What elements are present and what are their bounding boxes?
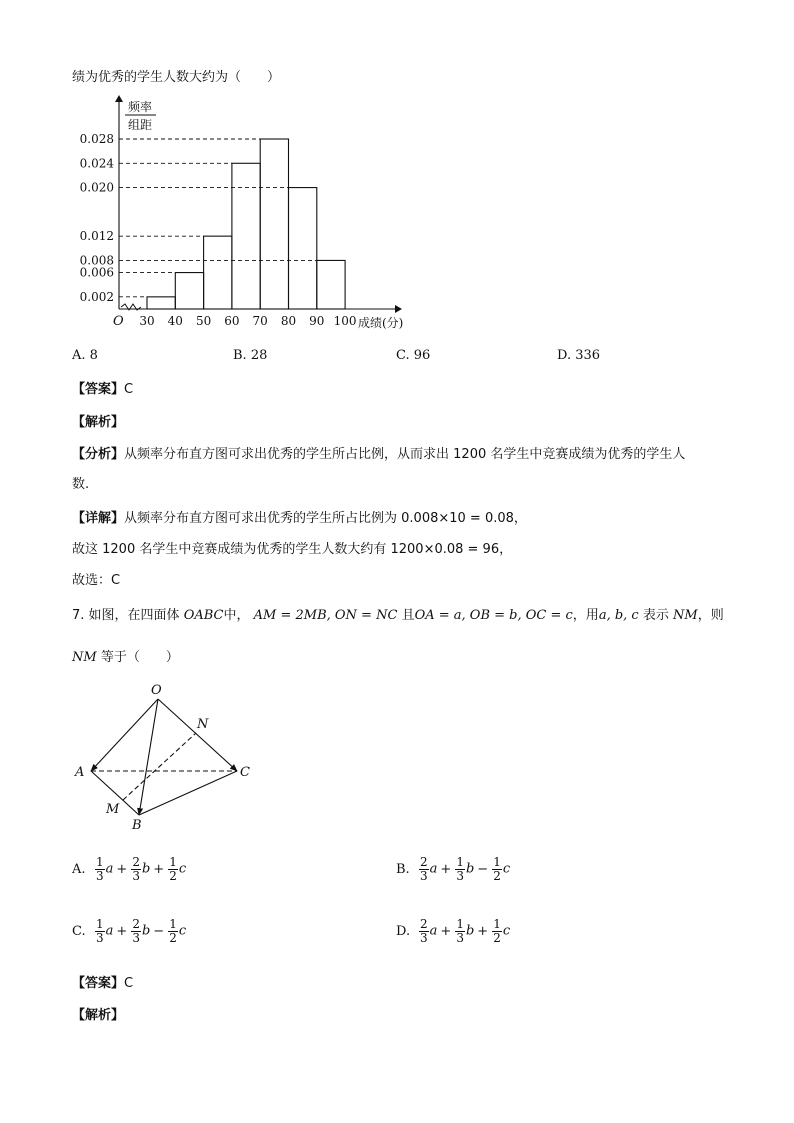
vector: a [429,923,438,939]
q7-option-d [396,918,510,944]
q7-biaoshi: 表示 [642,608,669,623]
option-letter: A. [72,861,86,877]
fraction: $\frac{1}{2}$ [169,855,177,883]
x-tick-label: 30 [139,314,155,328]
q6-analysis-label: 【解析】 [72,415,125,430]
fenxi-text: 从频率分布直方图可求出优秀的学生所占比例，从而求出 1200 名学生中竞赛成绩为优秀的学生人 [124,447,686,462]
q7-number: 7. 如图，在四面体 [72,608,180,623]
operator: + [116,923,128,939]
q7-analysis-label: 【解析】 [72,1008,125,1023]
q6-xiangjie [72,507,527,526]
x-tick-label: 100 [333,314,357,328]
label-c: C [240,765,250,780]
fraction: $\frac{2}{3}$ [132,855,140,883]
fraction: $\frac{2}{3}$ [132,917,140,945]
xiangjie-label: 【详解】 [72,511,125,526]
q7-answer [72,972,133,991]
q6-fenxi-line1 [72,443,685,462]
xiangjie-text: 从频率分布直方图可求出优秀的学生所占比例为 0.008×10 = 0.08， [124,511,527,526]
q7-nm: NM [673,608,698,623]
q6-option-d: D. 336 [557,348,601,363]
edge-bc [139,771,237,815]
y-tick-label: 0.012 [79,229,114,244]
q7-option-b [396,856,510,882]
y-tick-label: 0.020 [79,180,114,195]
fraction: $\frac{2}{3}$ [420,855,428,883]
x-axis-arrow [395,305,402,313]
histogram-bar [317,260,345,309]
vector: a [105,861,114,877]
operator: + [440,923,452,939]
q7-tetrahedron: OABC [183,608,224,623]
histogram-bar [260,139,288,309]
vector: b [465,861,475,877]
x-tick-label: 70 [252,314,268,328]
operator: + [477,923,489,939]
y-tick-label: 0.006 [79,265,114,280]
operator: − [477,861,489,877]
q6-option-b: B. 28 [233,348,268,363]
y-axis-arrow [115,95,123,102]
q6-option-c: C. 96 [396,348,431,363]
x-tick-label: 80 [280,314,297,328]
histogram-bar [175,273,203,309]
q6-option-a: A. 8 [72,348,98,363]
operator: + [153,861,165,877]
vector: a [429,861,438,877]
label-a: A [75,765,85,780]
vector: a [105,923,114,939]
vector: b [465,923,475,939]
y-tick-label: 0.028 [79,132,114,146]
q6-answer [72,378,133,397]
histogram-bar [147,297,175,309]
vector: b [141,861,151,877]
operator: + [440,861,452,877]
y-tick-label: 0.024 [79,156,114,171]
q6-conclusion: 故这 1200 名学生中竞赛成绩为优秀的学生人数大约有 1200×0.08 = 96， [72,542,513,557]
x-tick-label: 60 [224,314,240,328]
x-tick-label: 50 [195,314,212,328]
answer-label: 【答案】 [72,382,125,397]
vector: c [502,861,511,877]
histogram-bar [232,163,260,309]
answer-value: C [124,382,134,397]
question-7-line2 [72,646,179,665]
y-axis-label-bottom: 组距 [127,118,153,132]
edge-oc [158,699,237,771]
option-letter: D. [396,923,411,939]
x-tick-label: 90 [309,314,325,328]
q7-qie: 且 [401,608,415,623]
q7-option-c [72,918,186,944]
tetrahedron-figure [70,676,260,836]
q7-ze: ，则 [697,608,724,623]
fenxi-label: 【分析】 [72,447,125,462]
q7-condition: AM = 2MB, ON = NC [253,608,398,623]
label-n: N [197,717,209,732]
question-7-line1 [72,604,724,623]
option-letter: B. [396,861,410,877]
fraction: $\frac{2}{3}$ [420,917,428,945]
fraction: $\frac{1}{3}$ [96,855,104,883]
q7-dengyu: 等于（ ） [100,650,179,665]
operator: + [116,861,128,877]
q7-yong: ，用 [572,608,599,623]
fraction: $\frac{1}{2}$ [493,855,501,883]
q7-vector-defs: OA = a, OB = b, OC = c [414,608,573,623]
histogram-bar [289,188,317,309]
origin-label: O [113,314,124,329]
y-axis-label-top: 频率 [127,100,153,114]
q6-fenxi-line2: 数. [72,477,90,492]
vector: c [178,923,187,939]
fraction: $\frac{1}{3}$ [456,855,464,883]
question-6-tail: 绩为优秀的学生人数大约为（ ） [72,70,281,85]
segment-mn-hidden [123,733,196,800]
x-tick-label: 40 [167,314,183,328]
fraction: $\frac{1}{2}$ [493,917,501,945]
y-tick-label: 0.002 [79,289,114,304]
vector: b [141,923,151,939]
option-letter: C. [72,923,86,939]
y-tick-label: 0.008 [79,253,114,268]
q7-option-a [72,856,186,882]
label-o: O [151,683,162,698]
q7-zhong: 中， [223,608,250,623]
fraction: $\frac{1}{3}$ [96,917,104,945]
answer-value: C [124,976,134,991]
q7-nm-vector: NM [72,650,97,665]
fraction: $\frac{1}{2}$ [169,917,177,945]
vector: c [502,923,511,939]
frequency-histogram [68,92,428,338]
q6-choose: 故选：C [72,573,121,588]
q7-basis: a, b, c [598,608,639,623]
operator: − [153,923,165,939]
histogram-bar [204,236,232,309]
label-m: M [106,802,120,817]
label-b: B [132,818,142,833]
fraction: $\frac{1}{3}$ [456,917,464,945]
answer-label: 【答案】 [72,976,125,991]
vector: c [178,861,187,877]
x-axis-label: 成绩(分) [358,316,404,330]
